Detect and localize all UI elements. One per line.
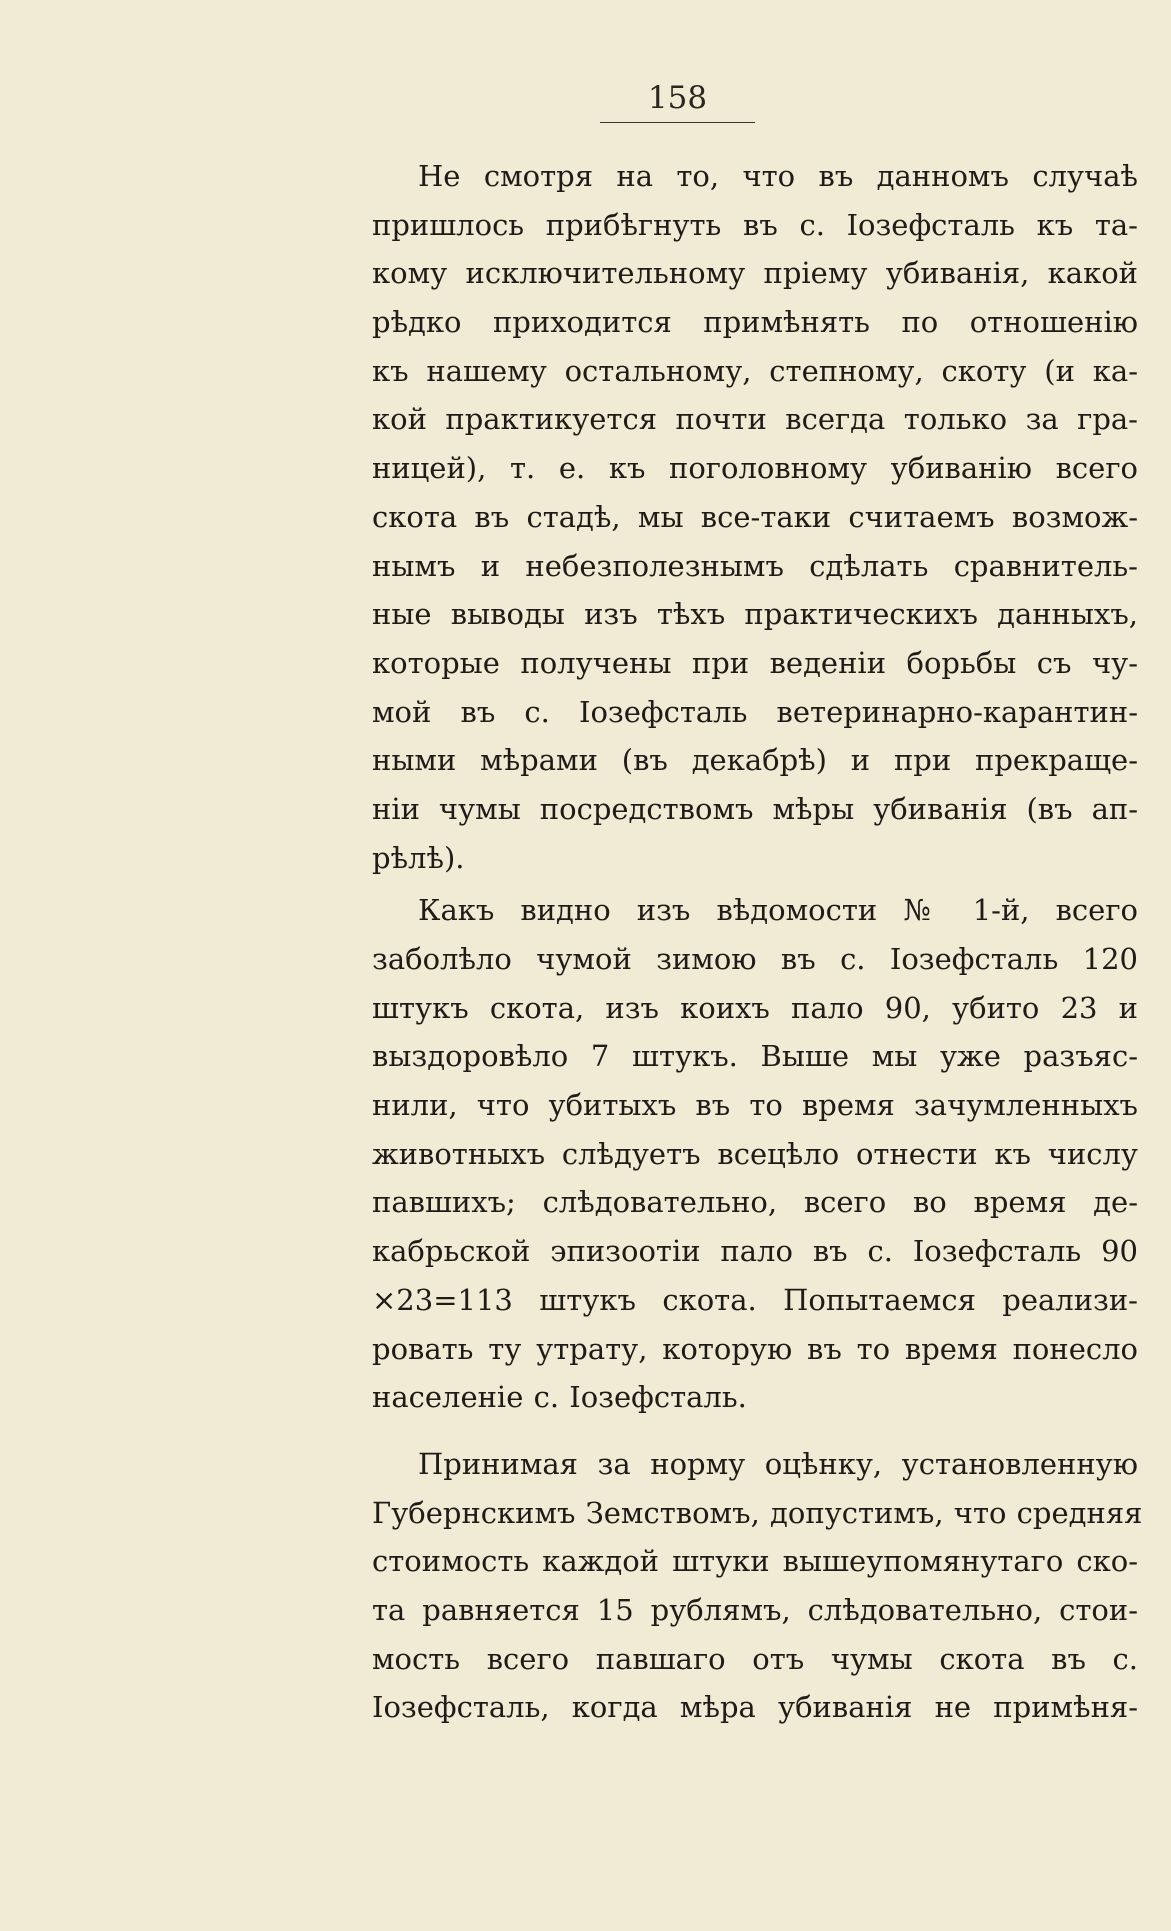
text-line: скота въ стадѣ, мы все-таки считаемъ возмож-	[372, 499, 1138, 534]
text-line: выздоровѣло 7 штукъ. Выше мы уже разъяс-	[372, 1039, 1138, 1074]
text-line: заболѣло чумой зимою въ с. Іозефсталь 120	[372, 942, 1138, 976]
text-line: ные выводы изъ тѣхъ практическихъ данныхъ,	[372, 597, 1138, 632]
paragraph	[372, 1440, 1143, 1732]
text-line: кабрьской эпизоотіи пало въ с. Іозефсталь 90	[372, 1234, 1138, 1269]
text-line: Не смотря на то, что въ данномъ случаѣ	[418, 159, 1138, 193]
text-line: ными мѣрами (въ декабрѣ) и при прекраще-	[372, 743, 1138, 778]
text-line: населеніе с. Іозефсталь.	[372, 1380, 747, 1415]
body-text	[372, 152, 1143, 1732]
text-line: Губернскимъ Земствомъ, допустимъ, что средняя	[372, 1495, 1143, 1530]
page-number: 158	[647, 80, 708, 116]
text-line: кой практикуется почти всегда только за гра-	[372, 402, 1138, 437]
text-line: ×23=113 штукъ скота. Попытаемся реализи-	[372, 1282, 1138, 1317]
text-line: рѣлѣ).	[372, 840, 465, 875]
text-line: штукъ скота, изъ коихъ пало 90, убито 23 и	[372, 990, 1138, 1025]
text-line: мой въ с. Іозефсталь ветеринарно-карантин-	[372, 694, 1138, 729]
text-line: павшихъ; слѣдовательно, всего во время де-	[372, 1185, 1138, 1220]
text-line: рѣдко приходится примѣнять по отношенію	[372, 305, 1138, 340]
text-line: нымъ и небезполезнымъ сдѣлать сравнитель-	[372, 548, 1138, 583]
header-rule	[600, 122, 755, 123]
text-line: къ нашему остальному, степному, скоту (и ка-	[372, 353, 1138, 388]
text-line: мость всего павшаго отъ чумы скота въ с.	[372, 1641, 1138, 1676]
paragraph	[372, 152, 1138, 882]
text-line: которые получены при веденіи борьбы съ чу-	[372, 645, 1138, 680]
text-line: Какъ видно изъ вѣдомости № 1-й, всего	[418, 893, 1138, 928]
text-line: ницей), т. е. къ поголовному убиванію всего	[372, 451, 1138, 486]
text-line: пришлось прибѣгнуть въ с. Іозефсталь къ та-	[372, 207, 1138, 242]
text-line: ровать ту утрату, которую въ то время понесло	[372, 1331, 1138, 1366]
text-line: Іозефсталь, когда мѣра убиванія не примѣня-	[372, 1690, 1138, 1725]
paragraph	[372, 886, 1138, 1422]
text-line: стоимость каждой штуки вышеупомянутаго ско-	[372, 1544, 1138, 1579]
text-line: та равняется 15 рублямъ, слѣдовательно, стои-	[372, 1592, 1138, 1627]
text-line: Принимая за норму оцѣнку, установленную	[418, 1446, 1138, 1481]
text-line: животныхъ слѣдуетъ всецѣло отнести къ числу	[372, 1136, 1138, 1171]
text-line: ніи чумы посредствомъ мѣры убиванія (въ ап-	[372, 791, 1138, 826]
text-line: кому исключительному пріему убиванія, какой	[372, 256, 1138, 291]
text-line: нили, что убитыхъ въ то время зачумленныхъ	[372, 1088, 1138, 1123]
